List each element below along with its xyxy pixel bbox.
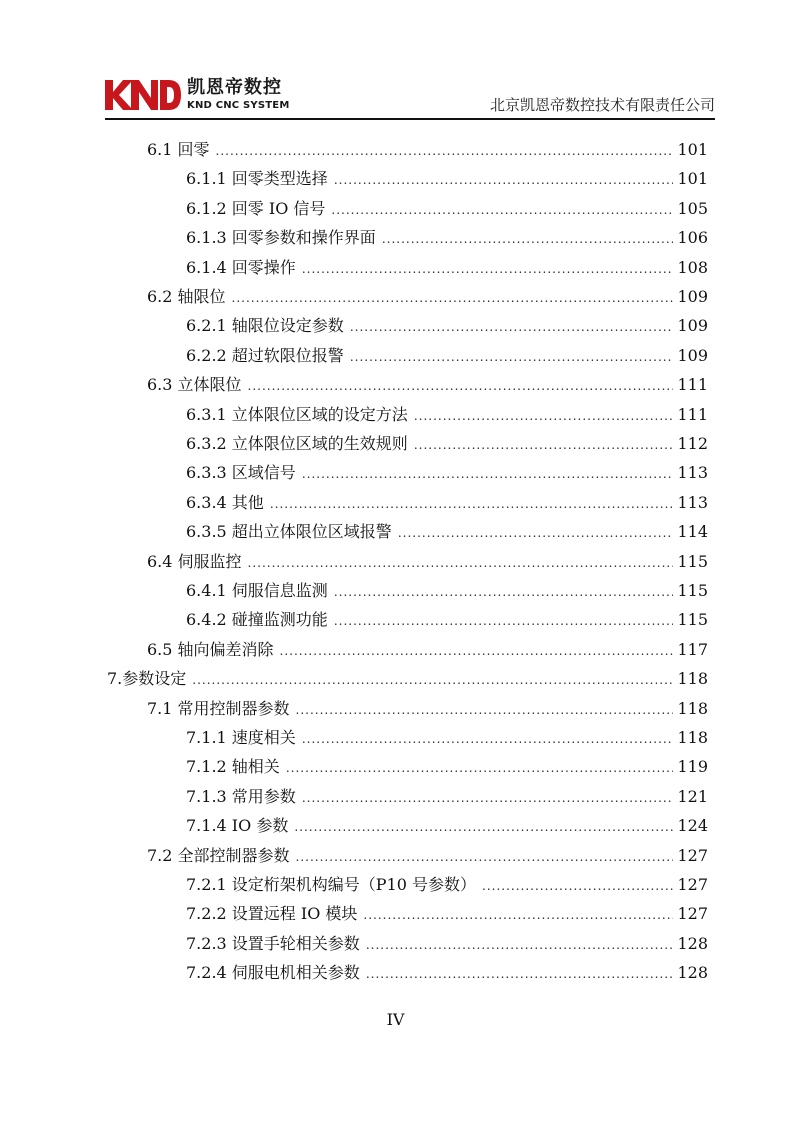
toc-leader-dots bbox=[248, 551, 674, 567]
toc-entry-page: 109 bbox=[677, 316, 708, 336]
toc-leader-dots bbox=[350, 345, 674, 361]
header-divider bbox=[105, 118, 715, 120]
toc-entry-page: 118 bbox=[677, 728, 708, 747]
toc-leader-dots bbox=[216, 139, 674, 155]
company-logo bbox=[105, 78, 289, 112]
toc-leader-dots bbox=[294, 815, 673, 831]
toc-leader-dots bbox=[414, 404, 674, 420]
toc-leader-dots bbox=[280, 639, 674, 655]
toc-entry[interactable] bbox=[147, 284, 708, 312]
toc-entry[interactable] bbox=[186, 460, 708, 488]
toc-entry-title: 6.2 轴限位 bbox=[147, 287, 226, 306]
logo-english-name: KND CNC SYSTEM bbox=[187, 100, 290, 111]
toc-leader-dots bbox=[296, 845, 674, 861]
toc-entry-page: 101 bbox=[677, 169, 708, 189]
company-name: 北京凯恩帝数控技术有限责任公司 bbox=[489, 96, 715, 114]
toc-entry-title: 7.2.2 设置远程 IO 模块 bbox=[186, 904, 358, 924]
toc-leader-dots bbox=[302, 257, 674, 273]
toc-entry[interactable] bbox=[186, 402, 708, 430]
toc-entry-page: 108 bbox=[677, 257, 708, 277]
toc-entry-page: 121 bbox=[677, 786, 708, 806]
toc-leader-dots bbox=[270, 492, 674, 508]
toc-entry[interactable] bbox=[186, 255, 708, 283]
toc-entry-page: 111 bbox=[677, 375, 708, 395]
toc-entry[interactable] bbox=[186, 431, 708, 459]
toc-entry-title: 6.2.2 超过软限位报警 bbox=[186, 345, 344, 365]
toc-entry-page: 124 bbox=[677, 816, 708, 836]
toc-entry-page: 128 bbox=[677, 933, 708, 953]
toc-entry-title: 6.1 回零 bbox=[147, 140, 210, 159]
toc-entry-title: 6.3.3 区域信号 bbox=[186, 463, 296, 483]
toc-entry-page: 115 bbox=[677, 581, 708, 600]
toc-entry-page: 112 bbox=[677, 434, 708, 453]
toc-entry-page: 111 bbox=[677, 404, 708, 424]
toc-leader-dots bbox=[350, 315, 674, 331]
toc-entry[interactable] bbox=[186, 872, 708, 900]
toc-leader-dots bbox=[302, 786, 674, 802]
toc-entry-title: 6.3.5 超出立体限位区域报警 bbox=[186, 522, 392, 542]
toc-leader-dots bbox=[302, 727, 674, 743]
toc-leader-dots bbox=[334, 609, 674, 625]
toc-entry-title: 6.3.2 立体限位区域的生效规则 bbox=[186, 434, 408, 453]
toc-entry-title: 6.1.2 回零 IO 信号 bbox=[186, 198, 326, 218]
page-number: IV bbox=[386, 1010, 405, 1029]
page-header bbox=[105, 72, 715, 122]
toc-leader-dots bbox=[334, 580, 674, 596]
toc-entry-page: 105 bbox=[677, 198, 708, 218]
toc-entry[interactable] bbox=[147, 137, 708, 165]
toc-entry[interactable] bbox=[186, 519, 708, 547]
toc-leader-dots bbox=[382, 227, 674, 243]
toc-entry-page: 118 bbox=[677, 669, 708, 689]
toc-entry-page: 127 bbox=[677, 845, 708, 865]
toc-entry-title: 7.1.2 轴相关 bbox=[186, 757, 280, 777]
toc-entry-title: 7.2.4 伺服电机相关参数 bbox=[186, 963, 360, 983]
toc-entry[interactable] bbox=[186, 313, 708, 341]
toc-entry[interactable] bbox=[186, 490, 708, 518]
toc-entry-title: 7.1.3 常用参数 bbox=[186, 786, 296, 806]
toc-leader-dots bbox=[286, 756, 674, 772]
toc-entry-title: 6.1.3 回零参数和操作界面 bbox=[186, 228, 376, 248]
toc-entry[interactable] bbox=[147, 696, 708, 724]
toc-entry[interactable] bbox=[186, 343, 708, 371]
toc-entry[interactable] bbox=[107, 666, 708, 694]
toc-entry-title: 6.1.1 回零类型选择 bbox=[186, 169, 328, 189]
toc-entry-title: 6.2.1 轴限位设定参数 bbox=[186, 316, 344, 336]
toc-entry[interactable] bbox=[186, 901, 708, 929]
toc-entry-title: 7.2.3 设置手轮相关参数 bbox=[186, 933, 360, 953]
logo-chinese-name: 凯恩帝数控 bbox=[187, 77, 282, 98]
toc-entry[interactable] bbox=[186, 225, 708, 253]
toc-entry[interactable] bbox=[186, 754, 708, 782]
toc-entry[interactable] bbox=[186, 784, 708, 812]
toc-entry[interactable] bbox=[186, 813, 708, 841]
toc-entry-title: 7.1.1 速度相关 bbox=[186, 728, 296, 747]
toc-entry-page: 106 bbox=[677, 228, 708, 248]
toc-entry-title: 6.3.1 立体限位区域的设定方法 bbox=[186, 404, 408, 424]
toc-entry-page: 118 bbox=[677, 698, 708, 718]
toc-leader-dots bbox=[414, 433, 674, 449]
toc-entry-page: 113 bbox=[677, 492, 708, 512]
toc-entry-page: 101 bbox=[677, 140, 708, 159]
toc-entry-title: 6.1.4 回零操作 bbox=[186, 257, 296, 277]
toc-entry-page: 115 bbox=[677, 551, 708, 571]
toc-leader-dots bbox=[296, 698, 674, 714]
toc-entry-title: 7.2 全部控制器参数 bbox=[147, 845, 290, 865]
toc-entry-title: 6.4.2 碰撞监测功能 bbox=[186, 610, 328, 630]
toc-entry-page: 109 bbox=[677, 287, 708, 306]
toc-entry[interactable] bbox=[186, 607, 708, 635]
toc-entry-title: 6.3 立体限位 bbox=[147, 375, 242, 395]
toc-entry-page: 113 bbox=[677, 463, 708, 483]
toc-entry-page: 117 bbox=[677, 639, 708, 659]
toc-leader-dots bbox=[482, 874, 673, 890]
toc-entry[interactable] bbox=[147, 843, 708, 871]
toc-entry-page: 115 bbox=[677, 610, 708, 630]
toc-leader-dots bbox=[192, 668, 673, 684]
toc-entry-page: 127 bbox=[677, 875, 708, 894]
toc-entry-page: 109 bbox=[677, 345, 708, 365]
toc-entry[interactable] bbox=[186, 960, 708, 988]
toc-leader-dots bbox=[334, 168, 674, 184]
toc-entry[interactable] bbox=[186, 196, 708, 224]
toc-entry[interactable] bbox=[186, 931, 708, 959]
toc-entry-title: 7.2.1 设定桁架机构编号（P10 号参数） bbox=[186, 875, 477, 894]
toc-entry-title: 6.5 轴向偏差消除 bbox=[147, 639, 274, 659]
toc-leader-dots bbox=[363, 903, 673, 919]
toc-leader-dots bbox=[232, 286, 674, 302]
toc-entry-page: 128 bbox=[677, 963, 708, 983]
toc-entry[interactable] bbox=[186, 725, 708, 753]
toc-leader-dots bbox=[331, 198, 673, 214]
toc-entry[interactable] bbox=[186, 166, 708, 194]
toc-entry-title: 6.4.1 伺服信息监测 bbox=[186, 581, 328, 600]
toc-entry-page: 114 bbox=[677, 522, 708, 542]
knd-logo-icon bbox=[105, 78, 181, 112]
toc-entry-page: 119 bbox=[677, 757, 708, 777]
toc-leader-dots bbox=[398, 521, 674, 537]
toc-leader-dots bbox=[366, 933, 674, 949]
toc-entry-title: 7.参数设定 bbox=[107, 669, 187, 689]
toc-entry-title: 7.1 常用控制器参数 bbox=[147, 698, 290, 718]
toc-entry[interactable] bbox=[147, 372, 708, 400]
toc-entry[interactable] bbox=[147, 637, 708, 665]
toc-entry-page: 127 bbox=[677, 904, 708, 924]
toc-leader-dots bbox=[248, 374, 674, 390]
toc-entry-title: 6.3.4 其他 bbox=[186, 492, 264, 512]
toc-leader-dots bbox=[302, 462, 674, 478]
toc-entry-title: 7.1.4 IO 参数 bbox=[186, 816, 289, 836]
toc-entry[interactable] bbox=[186, 578, 708, 606]
toc-entry-title: 6.4 伺服监控 bbox=[147, 551, 242, 571]
toc-leader-dots bbox=[366, 962, 674, 978]
toc-entry[interactable] bbox=[147, 549, 708, 577]
